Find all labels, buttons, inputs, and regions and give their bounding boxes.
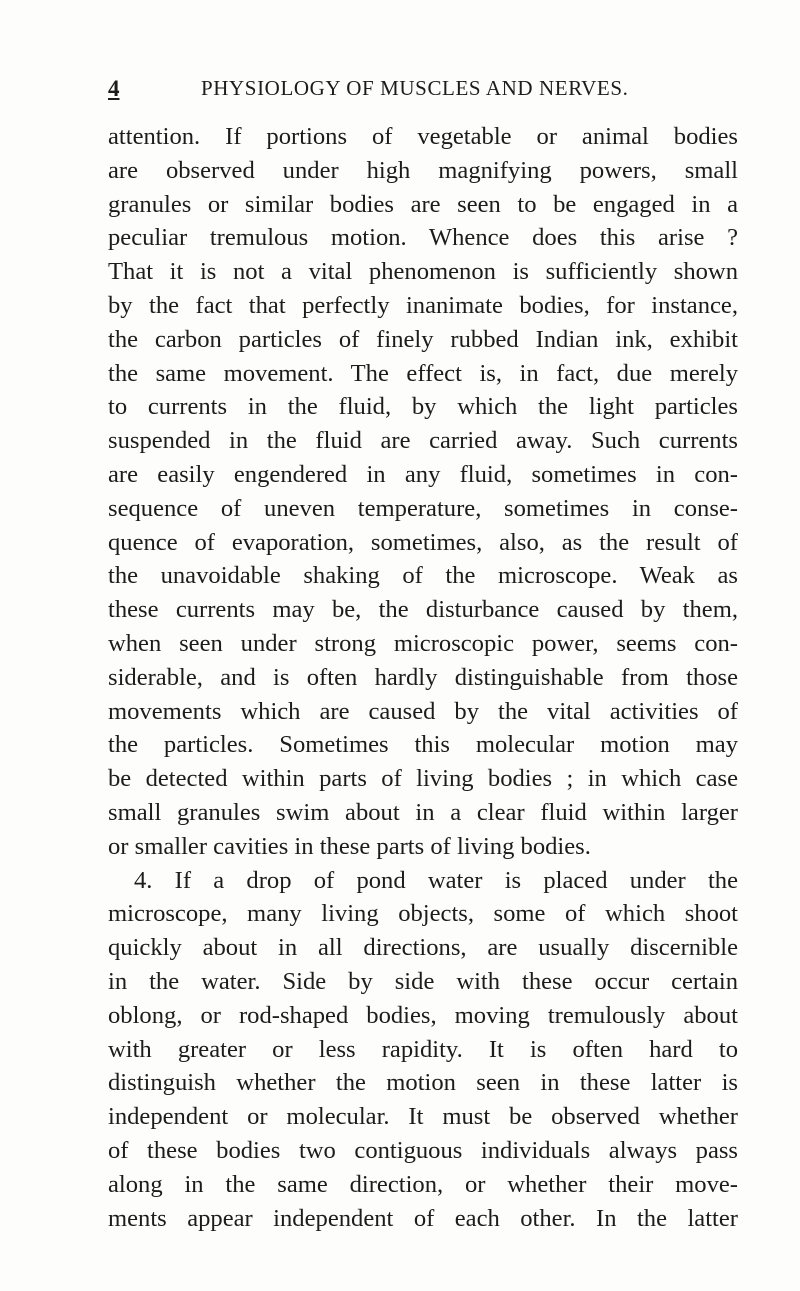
- text-line: in the water. Side by side with these occur certain: [108, 967, 738, 995]
- text-line: peculiar tremulous motion. Whence does this arise ?: [108, 224, 738, 252]
- text-line: the same movement. The effect is, in fact, due merely: [108, 359, 738, 387]
- text-line: with greater or less rapidity. It is often hard to: [108, 1035, 738, 1063]
- text-line: sequence of uneven temperature, sometimes in conse-: [108, 494, 738, 522]
- text-line: along in the same direction, or whether their move-: [108, 1170, 738, 1198]
- text-line: by the fact that perfectly inanimate bodies, for instance,: [108, 291, 738, 319]
- text-line: are observed under high magnifying powers, small: [108, 156, 738, 184]
- page-number: 4: [108, 76, 120, 101]
- text-line: ments appear independent of each other. In the latter: [108, 1204, 738, 1232]
- text-line: the particles. Sometimes this molecular motion may: [108, 731, 738, 759]
- text-line: when seen under strong microscopic power, seems con-: [108, 629, 738, 657]
- text-line: That it is not a vital phenomenon is sufficiently shown: [108, 258, 738, 286]
- text-line: movements which are caused by the vital activities of: [108, 697, 738, 725]
- text-line: oblong, or rod-shaped bodies, moving tremulously about: [108, 1001, 738, 1029]
- text-line: granules or similar bodies are seen to be engaged in a: [108, 190, 738, 218]
- text-line: are easily engendered in any fluid, sometimes in con-: [108, 460, 738, 488]
- text-line: independent or molecular. It must be observed whether: [108, 1103, 738, 1131]
- text-line: be detected within parts of living bodies ; in which case: [108, 765, 738, 793]
- text-line: microscope, many living objects, some of which shoot: [108, 900, 738, 928]
- running-head: [108, 76, 738, 106]
- text-line: quickly about in all directions, are usually discernible: [108, 934, 738, 962]
- running-head-title: PHYSIOLOGY OF MUSCLES AND NERVES.: [201, 76, 629, 100]
- text-line: siderable, and is often hardly distinguishable from those: [108, 663, 738, 691]
- text-line: the carbon particles of finely rubbed Indian ink, exhibit: [108, 325, 738, 353]
- text-line: attention. If portions of vegetable or animal bodies: [108, 123, 738, 150]
- text-line: quence of evaporation, sometimes, also, as the result of: [108, 528, 738, 556]
- text-line: to currents in the fluid, by which the light particles: [108, 393, 738, 421]
- text-line: suspended in the fluid are carried away. Such currents: [108, 427, 738, 455]
- text-line: the unavoidable shaking of the microscope. Weak as: [108, 562, 738, 590]
- text-line: of these bodies two contiguous individuals always pass: [108, 1136, 738, 1164]
- paragraph-first-line: 4. If a drop of pond water is placed under the: [134, 866, 738, 894]
- paragraph-last-line: or smaller cavities in these parts of living bodies.: [108, 832, 591, 860]
- text-line: these currents may be, the disturbance caused by them,: [108, 596, 738, 624]
- body-text: [108, 120, 738, 1235]
- text-line: small granules swim about in a clear fluid within larger: [108, 798, 738, 826]
- text-line: distinguish whether the motion seen in these latter is: [108, 1069, 738, 1097]
